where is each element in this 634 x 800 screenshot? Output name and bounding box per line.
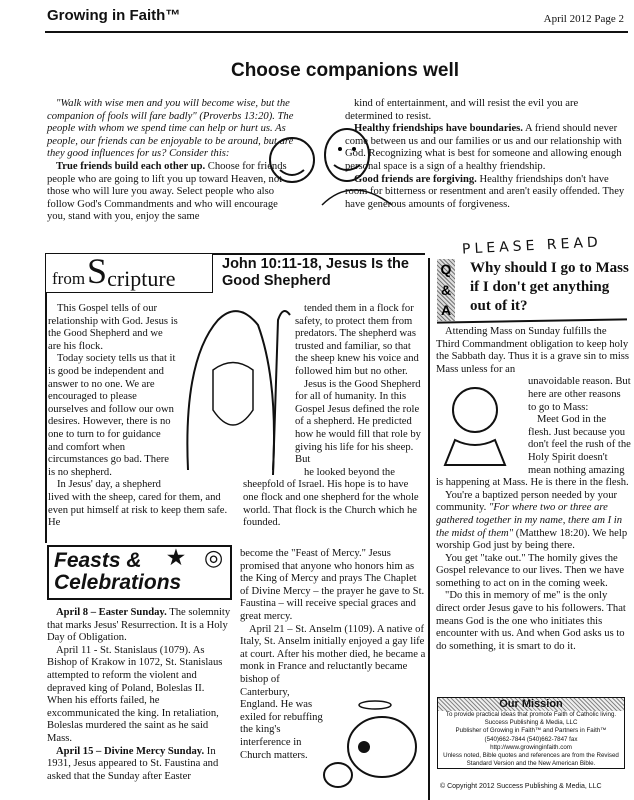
paragraph: unavoidable reason. But here are other reasons to go to Mass: [528,376,631,413]
paragraph: Today society tells us that it is good be independent and answer to no one. We are encouraged to please ourselves and follow our own desires. However, there is no one to turn to for guidance and comfort when circumstances go bad. There is no shepherd. [48,353,176,478]
website-link[interactable]: http://www.growinginfaith.com [490,743,572,751]
badge-amp: & [440,281,452,298]
mission-box [437,697,625,769]
mission-line: Unless noted, Bible quotes and references are from the Revised Standard Version and the New American Bible. [443,752,619,768]
paragraph: In 1931, Jesus appeared to St. Faustina and asked that the Sunday after Easter [47,745,219,782]
spiral-icon: ◎ [204,545,224,570]
paragraph: Choose for friends people who are going to lift you up toward Heaven, not those who will lure you away. Select people who also follow God's Commandments and who will encourage you, stand with you, enjoy the same [47,160,287,223]
mouse-illustration [320,695,425,795]
badge-a: A [440,302,452,319]
paragraph: tended them in a flock for safety, to protect them from predators. The shepherd was trusted and familiar, so that the sheep knew his voice and followed him but no other. [295,303,419,377]
paragraph: Attending Mass on Sunday fulfills the Third Commandment obligation to keep holy the Sabbath day. Thus it is a grave sin to miss Mass unless for an [436,326,630,375]
feasts-logo [47,545,232,600]
intro-text: "Walk with wise men and you will become wise, but the companion of fools will fare badly" (Proverbs 13:20). The people with whom we spend time can help or hurt us. As people, our friends can be enjoyable to be around, but are they good influences for us? Consider this: [47,98,294,160]
paragraph: Canterbury, England. He was exiled for rebuffing the king's interference in Church matters. [240,686,323,761]
qa-rule [437,318,627,323]
mission-heading: Our Mission [438,698,624,711]
quote: "For where two or three are gathered together in my name, there am I in the midst of them" [436,502,623,539]
feast-date: April 15 – Divine Mercy Sunday. [56,745,205,757]
paragraph: (Matthew 18:20). We help worship God just by being there. [436,527,628,552]
paragraph: The solemnity that marks Jesus' Resurrection. It is a Holy Day of Obligation. [47,607,231,644]
scripture-right [243,303,423,530]
scripture-title: John 10:11-18, Jesus Is the Good Shepherd [222,256,409,289]
mission-line: Success Publishing & Media, LLC [484,719,578,727]
from-scripture-logo [45,253,213,293]
mission-line: To provide practical ideas that promote Faith of Catholic living. [445,711,617,718]
paragraph: become the "Feast of Mercy." Jesus promised that anyone who honors him as the King of Mercy and prays The Chaplet of Divine Mercy – the prayer he gave to St. Faustina – will receive special graces and great mercy. [240,548,425,622]
paragraph: he looked beyond the sheepfold of Israel. His hope is to have one flock and one shepherd for the whole world. That flock is the Church which he founded. [243,466,419,529]
girl-illustration [435,380,525,470]
badge-q: Q [440,261,452,278]
feasts-title-1: Feasts & [54,549,142,572]
paragraph: Healthy friendships don't have room for bitterness or resentment and aren't easily offended. They have generous amounts of forgiveness. [345,173,625,210]
subhead: Good friends are forgiving. [354,173,477,185]
date-page: April 2012 Page 2 [543,13,624,25]
star-icon: ★ [167,547,185,569]
article-right-column [345,98,627,211]
qa-badge [437,259,455,321]
column-divider [428,258,430,800]
qa-title: Why should I go to Mass if I don't get anything out of it? [470,260,629,314]
article-title: Choose companions well [230,60,460,81]
logo-cripture: cripture [107,266,176,292]
paragraph: Meet God in the flesh. Just because you don't feel the rush of the Holy Spirit doesn't mean nothing amazing [528,414,631,476]
paragraph: is happening at Mass. He is there in the flesh. [436,477,629,489]
paragraph: A friend should never come between us and our families or us and our relationship with God. Recognizing what is best for someone and allowing enough personal space is a sign of a healthy friendship. [345,123,622,172]
handwritten-note: PLEASE READ [461,234,603,258]
paragraph: kind of entertainment, and will resist the evil you are determined to resist. [345,98,579,122]
mission-line: (540)662-7844 (540)662-7847 fax [484,735,578,743]
subhead: Healthy friendships have boundaries. [354,123,523,135]
header-rule [45,31,628,33]
image-spacer [243,303,295,473]
copyright: © Copyright 2012 Success Publishing & Media, LLC [440,783,602,790]
paragraph: You're a baptized person needed by your community. [436,489,618,514]
subhead: True friends build each other up. [56,160,206,172]
paragraph: This Gospel tells of our relationship with God. Jesus is the Good Shepherd and we are his flock. [48,303,178,352]
feast-date: April 8 – Easter Sunday. [56,607,167,618]
feasts-left-column [47,607,232,783]
newsletter-name: Growing in Faith™ [47,7,181,24]
paragraph: In Jesus' day, a shepherd lived with the sheep, cared for them, and even put himself at risk to keep them safe. He [48,479,228,529]
paragraph: "Do this in memory of me" is the only direct order Jesus gave to his followers. That means God is the one who initiates this encounter with us. And when God asks us to do something, it is smart to do it. [436,590,626,652]
mission-line: Publisher of Growing in Faith™ and Partners in Faith™ [455,727,607,735]
paragraph: Jesus is the Good Shepherd for all of humanity. In this Gospel Jesus defined the role of a shepherd. He predicted how he would fill that role by giving his life for his sheep. But [295,378,421,466]
article-left-column [47,98,297,224]
qa-body [436,326,631,653]
paragraph: April 21 – St. Anselm (1109). A native of Italy, St. Anselm initially enjoyed a gay life at court. After his mother died, he became a monk in France and reluctantly became bishop of [240,623,426,685]
paragraph: You get "take out." The homily gives the Gospel relevance to our lives. Then we have something to act on in the coming week. [436,552,625,589]
feasts-title-2: Celebrations [54,571,182,594]
paragraph: April 11 - St. Stanislaus (1079). As Bishop of Krakow in 1072, St. Stanislaus attempted to reform the violent and depraved king of Poland, Boleslas II. When his efforts failed, he excommunicated the king. In retaliation, Boleslas murdered the saint as he said Mass. [47,644,223,744]
logo-from: from [52,269,86,289]
logo-s: S [87,251,108,291]
